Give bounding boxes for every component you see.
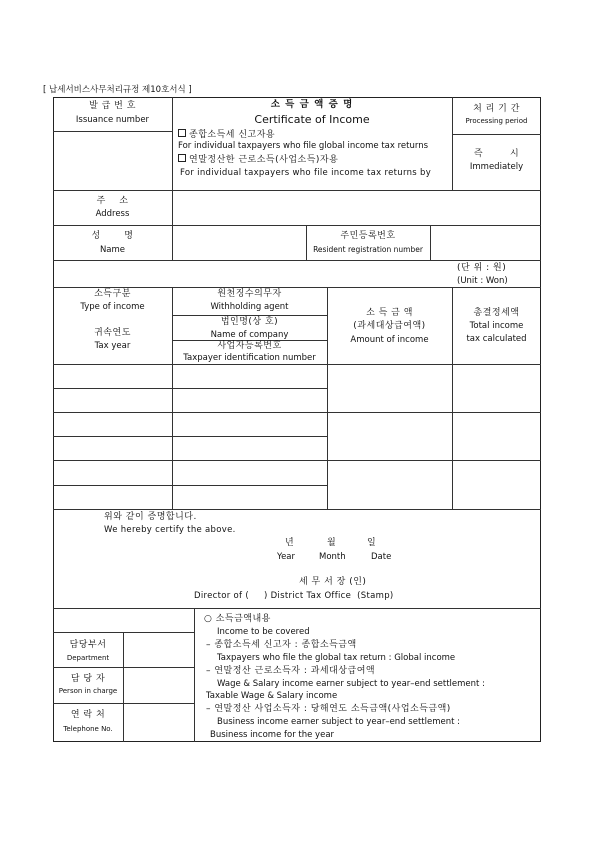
immediately-label-en: Immediately	[469, 162, 524, 172]
notes-line-2-en: Wage & Salary income earner subject to year–end settlement :	[217, 679, 485, 689]
company-name-label: 법인명(상 호)	[220, 317, 279, 327]
option-global-income-en: For individual taxpayers who file global income tax returns	[178, 141, 429, 151]
processing-period-label: 처 리 기 간	[473, 104, 520, 114]
immediately-label: 즉 시	[473, 149, 520, 159]
income-amount-label: 소 득 금 액	[366, 308, 413, 318]
address-label-en: Address	[95, 209, 130, 219]
tax-office-label-en: Director of ( ) District Tax Office (Stamp)	[194, 591, 394, 601]
issuance-number-label: 발 급 번 호	[89, 101, 136, 111]
telephone-label-en: Telephone No.	[63, 725, 113, 733]
day-label-en: Date	[371, 552, 392, 562]
income-type-label-en: Type of income	[80, 302, 145, 312]
tax-year-label-en: Tax year	[94, 341, 131, 351]
notes-line-2: – 연말정산 근로소득자 : 과세대상급여액	[206, 666, 376, 676]
income-record-3[interactable]	[54, 461, 172, 508]
notes-line-1: – 종합소득세 신고자 : 종합소득금액	[206, 640, 357, 650]
income-type-label: 소득구분	[94, 289, 131, 299]
form-title: 소 득 금 액 증 명	[270, 99, 354, 110]
day-label: 일	[367, 538, 377, 548]
certify-statement: 위와 같이 증명합니다.	[104, 512, 197, 522]
income-record-2[interactable]	[54, 413, 172, 460]
form-number-tag: [ 납세서비스사무처리규정 제10호서식 ]	[43, 85, 192, 95]
notes-heading: ○ 소득금액내용	[204, 614, 271, 624]
notes-heading-en: Income to be covered	[217, 627, 310, 637]
option-year-end-settlement-en: For individual taxpayers who file income tax returns by	[180, 168, 432, 178]
total-tax-label-en: Total income	[469, 321, 524, 331]
person-in-charge-label: 담 당 자	[70, 674, 106, 684]
withholding-agent-label: 원천징수의무자	[217, 289, 282, 299]
income-amount-sublabel: (과세대상급여액)	[353, 321, 426, 331]
address-label: 주 소	[96, 196, 129, 206]
certify-statement-en: We hereby certify the above.	[104, 525, 236, 535]
address-field[interactable]	[174, 192, 539, 223]
month-label: 월	[327, 538, 337, 548]
taxpayer-id-label: 사업자등록번호	[217, 341, 282, 351]
resident-number-label: 주민등록번호	[340, 231, 396, 241]
taxpayer-id-label-en: Taxpayer identification number	[183, 353, 316, 363]
name-label: 성 명	[91, 231, 134, 241]
telephone-label: 연 락 처	[70, 710, 106, 720]
withholding-agent-label-en: Withholding agent	[210, 302, 289, 312]
unit-label-en: (Unit : Won)	[457, 276, 508, 286]
year-label-en: Year	[277, 552, 295, 562]
issuance-number-label-en: Issuance number	[75, 115, 150, 125]
tax-office-label: 세 무 서 장 (인)	[299, 577, 367, 587]
resident-number-field[interactable]	[432, 227, 539, 258]
department-field[interactable]	[124, 633, 194, 667]
name-field[interactable]	[174, 227, 304, 258]
month-label-en: Month	[319, 552, 346, 562]
checkbox-global-income[interactable]	[178, 129, 186, 137]
notes-line-3-en-2: Business income for the year	[210, 730, 335, 740]
year-label: 년	[285, 538, 295, 548]
tax-year-label: 귀속연도	[94, 328, 131, 338]
person-in-charge-label-en: Person in charge	[58, 687, 118, 695]
name-label-en: Name	[99, 245, 126, 255]
resident-number-label-en: Resident registration number	[313, 245, 423, 254]
notes-line-2-en-2: Taxable Wage & Salary income	[206, 691, 338, 701]
total-tax-label-en-2: tax calculated	[466, 334, 527, 344]
option-year-end-settlement: 연말정산한 근로소득(사업소득)자용	[178, 154, 338, 165]
option-global-income: 종합소득세 신고자용	[178, 129, 275, 140]
company-name-label-en: Name of company	[210, 330, 289, 340]
unit-label: (단 위 : 원)	[457, 263, 507, 273]
form-title-en: Certificate of Income	[254, 113, 370, 126]
income-amount-label-en: Amount of income	[350, 335, 429, 345]
notes-line-3: – 연말정산 사업소득자 : 당해연도 소득금액(사업소득금액)	[206, 704, 451, 714]
income-record-1[interactable]	[54, 365, 172, 412]
department-label-en: Department	[66, 654, 110, 662]
telephone-field[interactable]	[124, 704, 194, 741]
person-in-charge-field[interactable]	[124, 668, 194, 703]
notes-line-3-en: Business income earner subject to year–end settlement :	[217, 717, 460, 727]
checkbox-year-end-settlement[interactable]	[178, 154, 186, 162]
notes-line-1-en: Taxpayers who file the global tax return : Global income	[217, 653, 456, 663]
department-label: 담당부서	[69, 640, 107, 650]
processing-period-label-en: Processing period	[465, 117, 528, 125]
total-tax-label: 총결정세액	[473, 308, 520, 318]
